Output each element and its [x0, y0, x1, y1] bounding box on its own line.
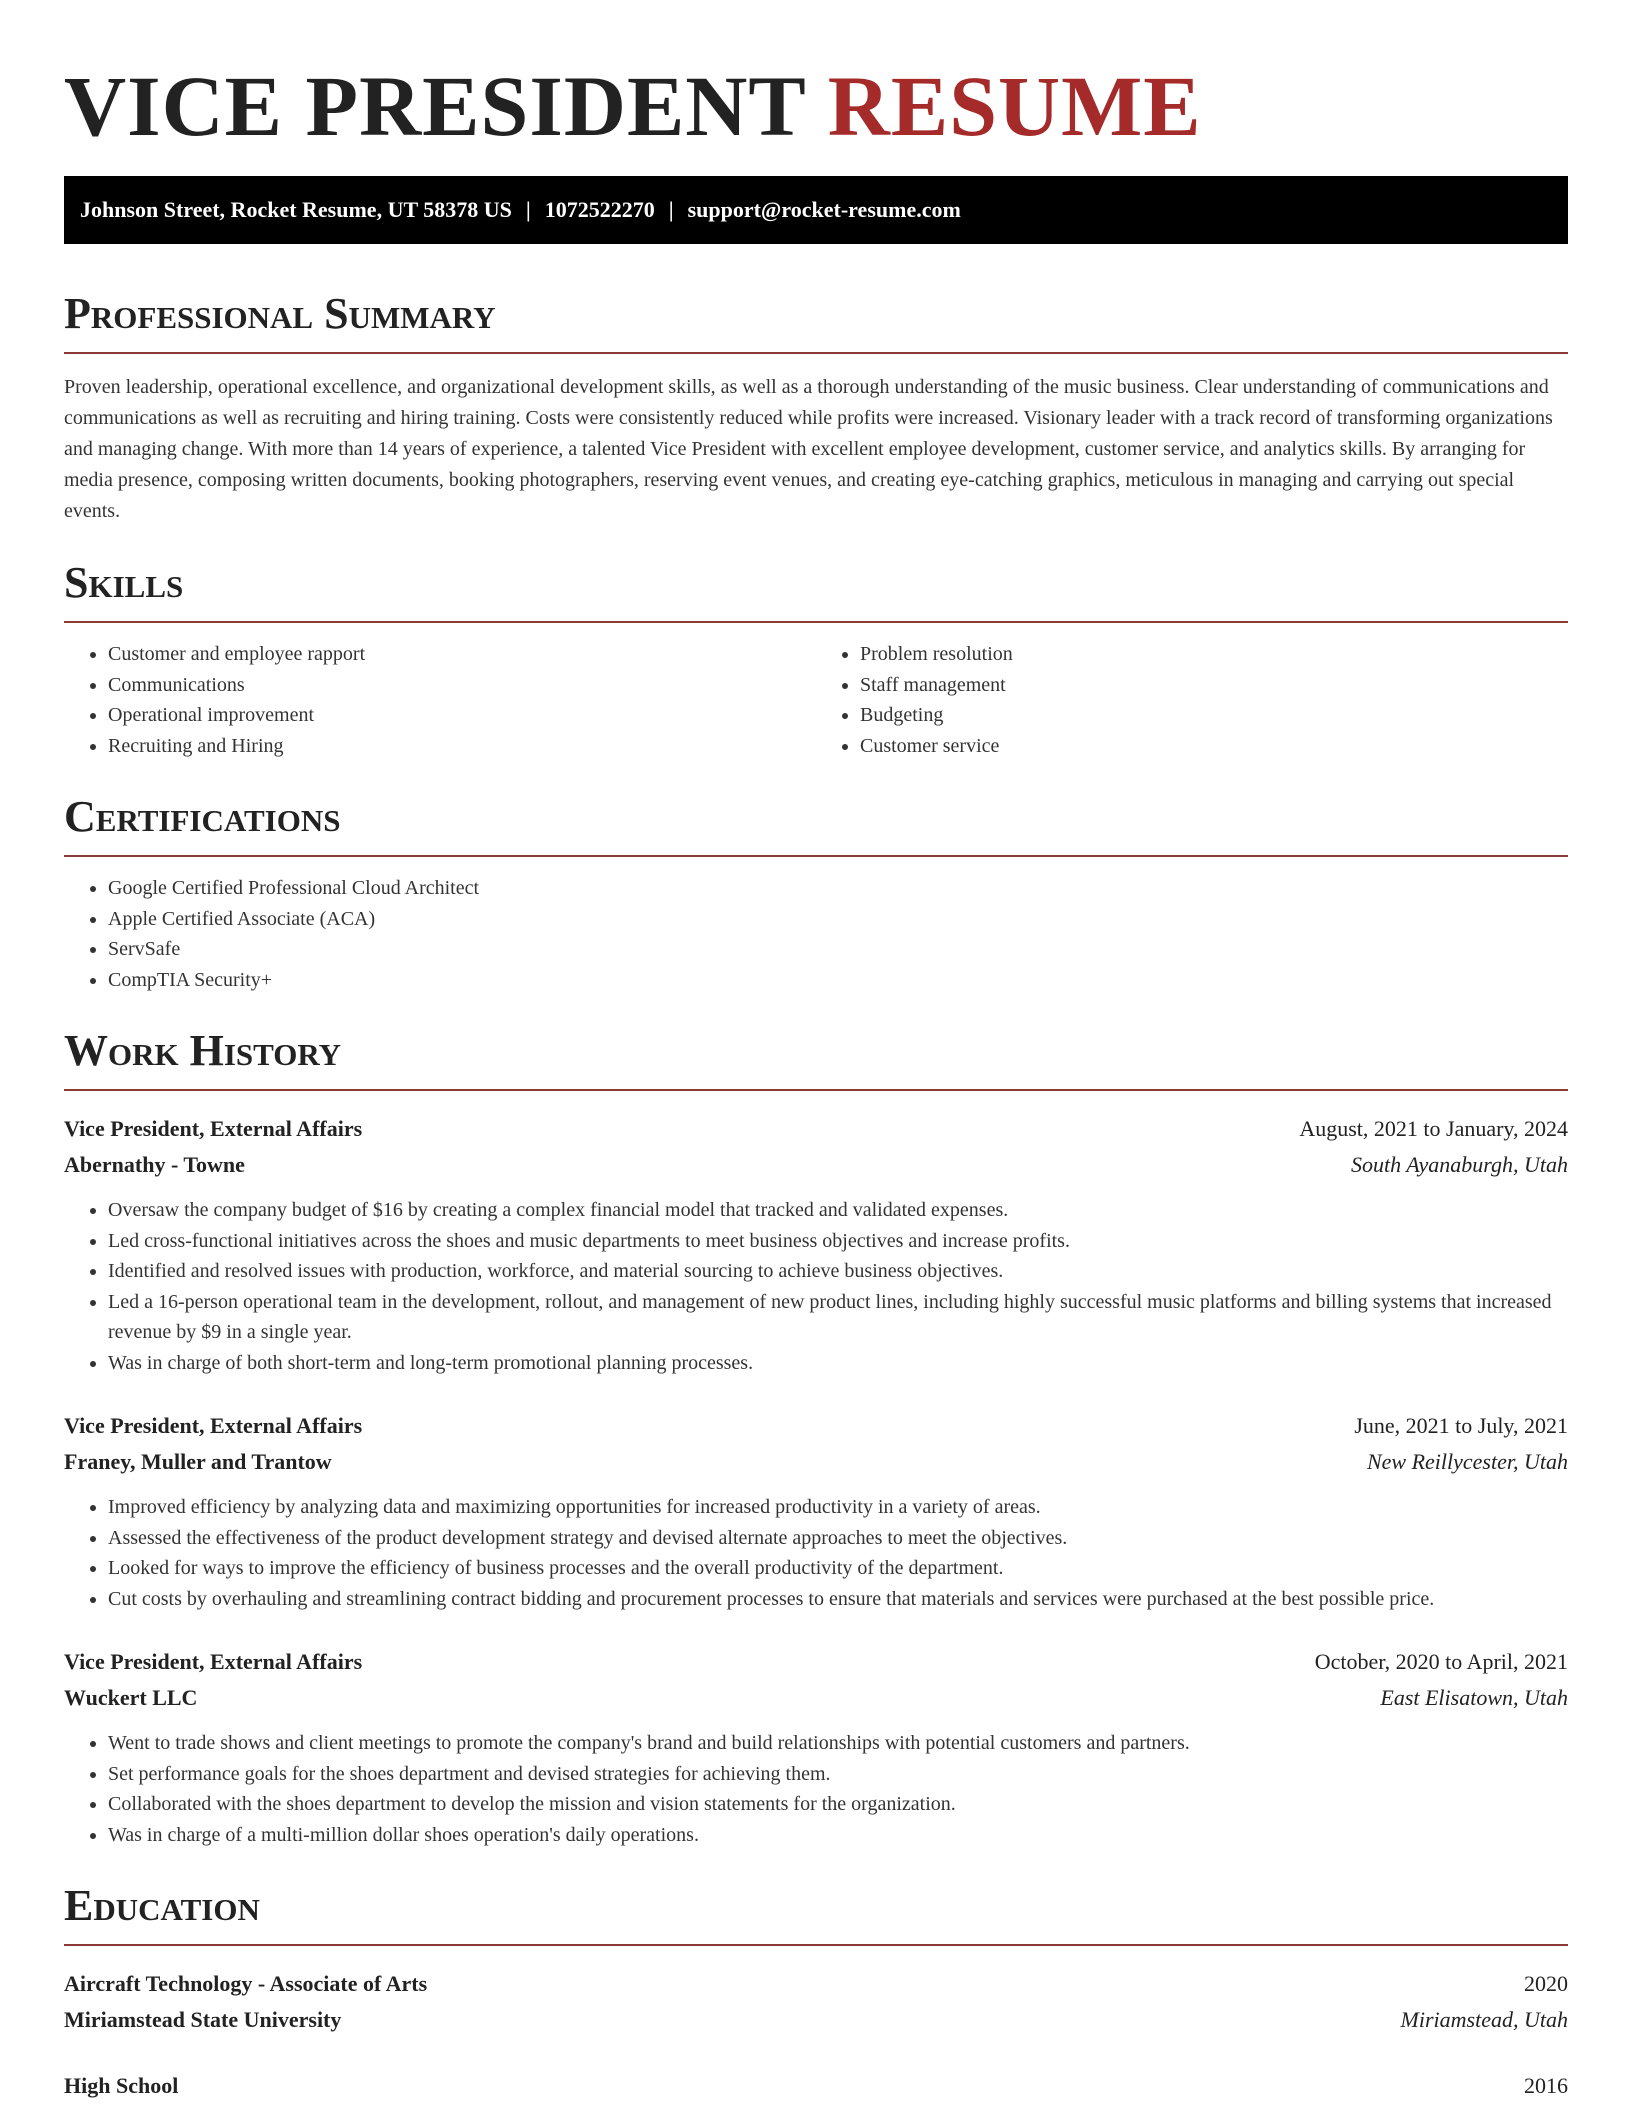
education-year: 2016 [1524, 2073, 1568, 2098]
certification-item: • ServSafe [108, 934, 1568, 965]
resume-title [64, 56, 1568, 156]
job-bullet: • Collaborated with the shoes department to develop the mission and vision statements for the organization. [108, 1789, 1568, 1820]
job-title-row [64, 1111, 1568, 1147]
skill-item: • Problem resolution [860, 639, 1568, 670]
job-bullet: • Assessed the effectiveness of the product development strategy and devised alternate approaches to meet the objectives. [108, 1523, 1568, 1554]
skills-section [64, 557, 1568, 761]
certifications-list [64, 873, 1568, 995]
job-bullet: • Set performance goals for the shoes department and devised strategies for achieving them. [108, 1759, 1568, 1790]
education-year: 2020 [1524, 1971, 1568, 1996]
job-location: East Elisatown, Utah [1380, 1685, 1568, 1710]
education-degree: Aircraft Technology - Associate of Arts [64, 1971, 428, 1996]
job-bullet: • Led cross-functional initiatives across the shoes and music departments to meet business objectives and increase profits. [108, 1226, 1568, 1257]
job-title-row [64, 1408, 1568, 1444]
skill-item: • Customer service [860, 731, 1568, 762]
skill-item: • Budgeting [860, 700, 1568, 731]
title-accent: RESUME [827, 58, 1202, 154]
job-title: Vice President, External Affairs [64, 1413, 363, 1438]
education-section [64, 1880, 1568, 2104]
certification-item: • Apple Certified Associate (ACA) [108, 904, 1568, 935]
job-bullet: • Was in charge of both short-term and long-term promotional planning processes. [108, 1348, 1568, 1379]
education-degree: High School [64, 2073, 179, 2098]
skill-item: • Customer and employee rapport [108, 639, 816, 670]
education-entry [64, 2068, 1568, 2104]
education-location: Miriamstead, Utah [1400, 2007, 1568, 2032]
job-location: New Reillycester, Utah [1366, 1449, 1568, 1474]
contact-email: support@rocket-resume.com [687, 197, 961, 222]
job-company: Franey, Muller and Trantow [64, 1449, 332, 1474]
certifications-section [64, 791, 1568, 995]
job-bullet: • Was in charge of a multi-million dollar shoes operation's daily operations. [108, 1820, 1568, 1851]
job-title-row [64, 1644, 1568, 1680]
job-entry [64, 1408, 1568, 1614]
certification-item: • Google Certified Professional Cloud Architect [108, 873, 1568, 904]
job-bullet: • Improved efficiency by analyzing data and maximizing opportunities for increased productivity in a variety of areas. [108, 1492, 1568, 1523]
job-entry [64, 1111, 1568, 1378]
job-bullet: • Identified and resolved issues with production, workforce, and material sourcing to achieve business objectives. [108, 1256, 1568, 1287]
section-heading: Work History [64, 1025, 1568, 1091]
job-bullets [64, 1492, 1568, 1614]
section-heading: Education [64, 1880, 1568, 1946]
contact-separator: | [525, 197, 531, 222]
job-company-row [64, 1147, 1568, 1183]
job-company-row [64, 1680, 1568, 1716]
job-dates: June, 2021 to July, 2021 [1354, 1413, 1568, 1438]
job-title: Vice President, External Affairs [64, 1649, 363, 1674]
job-bullet: • Led a 16-person operational team in the development, rollout, and management of new product lines, including highly successful music platforms and billing systems that increased revenue by $9 in a single year. [108, 1287, 1568, 1348]
education-degree-row [64, 2068, 1568, 2104]
work-history-section [64, 1025, 1568, 1850]
job-bullet: • Looked for ways to improve the efficiency of business processes and the overall productivity of the department. [108, 1553, 1568, 1584]
job-bullets [64, 1728, 1568, 1850]
certification-item: • CompTIA Security+ [108, 965, 1568, 996]
contact-phone: 1072522270 [544, 197, 655, 222]
section-heading: Certifications [64, 791, 1568, 857]
job-bullets [64, 1195, 1568, 1378]
education-school: Miriamstead State University [64, 2007, 342, 2032]
skill-item: • Recruiting and Hiring [108, 731, 816, 762]
job-dates: August, 2021 to January, 2024 [1299, 1116, 1568, 1141]
job-company-row [64, 1444, 1568, 1480]
job-dates: October, 2020 to April, 2021 [1314, 1649, 1568, 1674]
summary-section [64, 288, 1568, 527]
skills-grid [64, 639, 1568, 761]
job-title: Vice President, External Affairs [64, 1116, 363, 1141]
education-entry [64, 1966, 1568, 2038]
contact-bar [64, 176, 1568, 244]
contact-address: Johnson Street, Rocket Resume, UT 58378 US [80, 197, 512, 222]
job-bullet: • Cut costs by overhauling and streamlining contract bidding and procurement processes to ensure that materials and services were purchased at the best possible price. [108, 1584, 1568, 1615]
job-bullet: • Oversaw the company budget of $16 by creating a complex financial model that tracked and validated expenses. [108, 1195, 1568, 1226]
job-entry [64, 1644, 1568, 1850]
skills-list-left [64, 639, 816, 761]
skill-item: • Staff management [860, 670, 1568, 701]
contact-separator: | [668, 197, 674, 222]
job-company: Abernathy - Towne [64, 1152, 245, 1177]
section-heading: Skills [64, 557, 1568, 623]
job-company: Wuckert LLC [64, 1685, 198, 1710]
section-heading: Professional Summary [64, 288, 1568, 354]
skills-list-right [816, 639, 1568, 761]
summary-text: Proven leadership, operational excellence, and organizational development skills, as well as a thorough understanding of the music business. Clear understanding of communications and communications as well as recruiting and hiring training. Costs were consistently reduced while profits were increased. Visionary leader with a track record of transforming organizations and managing change. With more than 14 years of experience, a talented Vice President with excellent employee development, customer service, and analytics skills. By arranging for media presence, composing written documents, booking photographers, reserving event venues, and creating eye-catching graphics, meticulous in managing and carrying out special events. [64, 376, 1553, 522]
skill-item: • Operational improvement [108, 700, 816, 731]
job-location: South Ayanaburgh, Utah [1351, 1152, 1568, 1177]
education-school-row [64, 2002, 1568, 2038]
title-main: VICE PRESIDENT [64, 58, 806, 154]
job-bullet: • Went to trade shows and client meetings to promote the company's brand and build relationships with potential customers and partners. [108, 1728, 1568, 1759]
skill-item: • Communications [108, 670, 816, 701]
education-degree-row [64, 1966, 1568, 2002]
